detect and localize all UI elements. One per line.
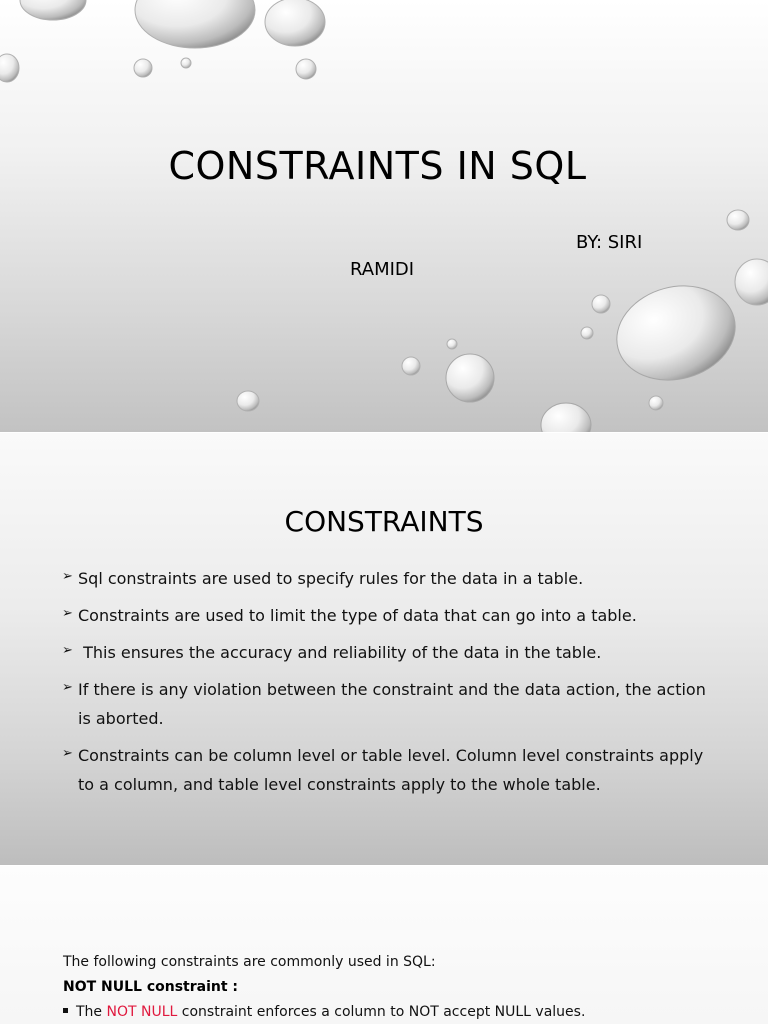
desc-text-after: constraint enforces a column to NOT accept NULL values. (177, 1004, 586, 1020)
not-null-description (63, 1004, 585, 1020)
constraint-types-slide (0, 866, 768, 1024)
desc-text-before: The (76, 1004, 107, 1020)
author-name: RAMIDI (350, 259, 415, 280)
bullet-text: Sql constraints are used to specify rules for the data in a table. (78, 569, 584, 588)
bullet-text: Constraints can be column level or table level. Column level constraints apply to a column, and table level constraints apply to the whole table. (78, 746, 704, 794)
constraints-slide (0, 433, 768, 866)
arrow-bullet-icon: ➢ (62, 643, 73, 658)
not-null-heading: NOT NULL constraint : (63, 979, 239, 995)
bullet-text: Constraints are used to limit the type of data that can go into a table. (78, 606, 637, 625)
bullet-list (62, 564, 722, 807)
bullet-text: This ensures the accuracy and reliability of the data in the table. (78, 643, 602, 662)
author-byline: BY: SIRI (576, 232, 643, 253)
bullet-item (62, 675, 722, 733)
not-null-keyword: NOT NULL (106, 1004, 178, 1020)
square-bullet-icon (63, 1008, 68, 1013)
bullet-item (62, 741, 722, 799)
arrow-bullet-icon: ➢ (62, 746, 73, 761)
title-slide (0, 0, 768, 433)
presentation-title: CONSTRAINTS IN SQL (168, 144, 587, 188)
bullet-item (62, 564, 722, 593)
arrow-bullet-icon: ➢ (62, 569, 73, 584)
bullet-text: If there is any violation between the constraint and the data action, the action is aborted. (78, 680, 706, 728)
intro-text: The following constraints are commonly used in SQL: (63, 954, 436, 970)
bullet-item (62, 638, 722, 667)
water-drops-decoration (0, 0, 768, 433)
bullet-item (62, 601, 722, 630)
arrow-bullet-icon: ➢ (62, 680, 73, 695)
arrow-bullet-icon: ➢ (62, 606, 73, 621)
slide-title: CONSTRAINTS (284, 505, 484, 538)
